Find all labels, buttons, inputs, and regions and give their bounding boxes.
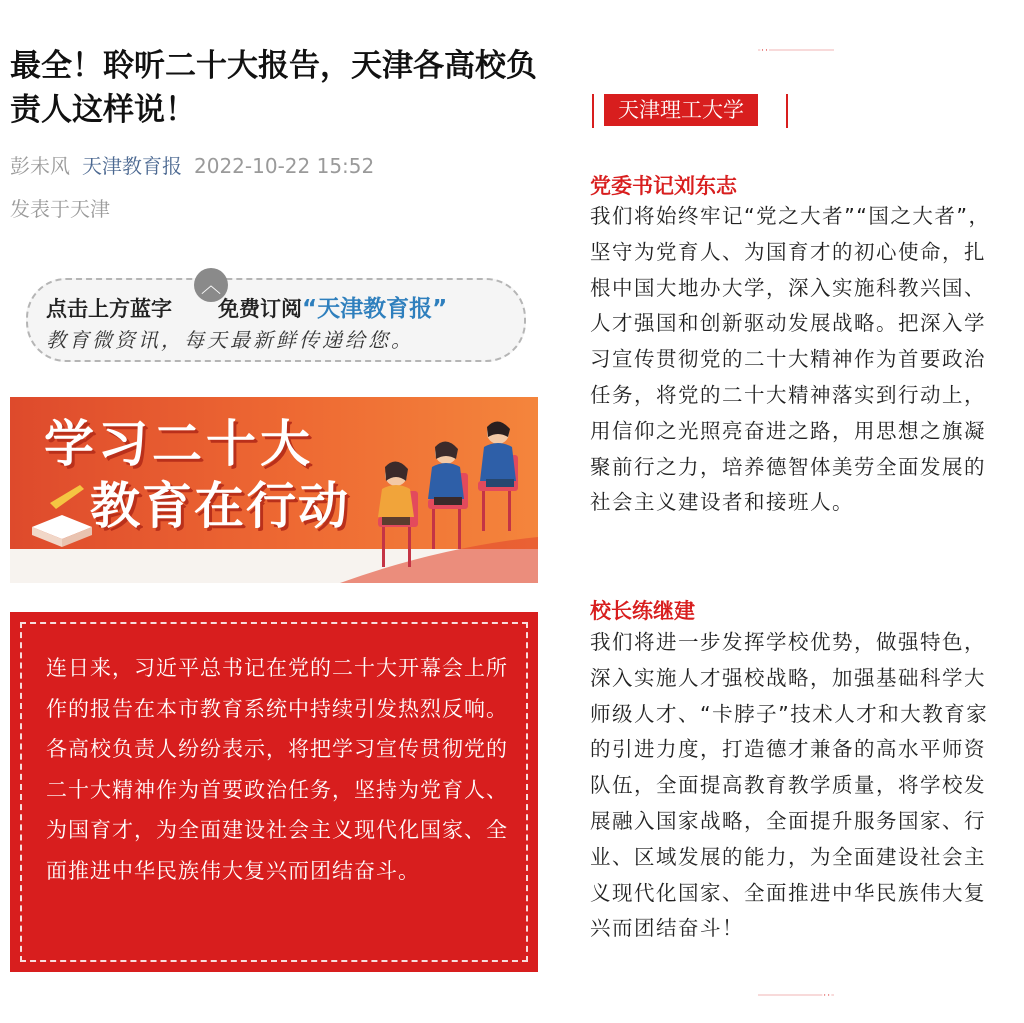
speaker-title-2: 校长练继建 xyxy=(590,599,695,623)
subscribe-banner[interactable] xyxy=(26,278,526,362)
tag-bracket-right xyxy=(786,94,788,128)
hero-headline-2: 教育在行动 xyxy=(90,477,350,535)
statement-text-1: 我们将始终牢记“党之大者”“国之大者”，坚守为党育人、为国育才的初心使命，扎根中国大地办大学，深入实施科教兴国、人才强国和创新驱动发展战略。把深入学习宣传贯彻党的二十大精神作为首要政治任务，将党的二十大精神落实到行动上，用信仰之光照亮奋进之路，用思想之旗凝聚前行之力，培养德智体美劳全面发展的社会主义建设者和接班人。 xyxy=(590,204,991,515)
statement-text-2: 我们将进一步发挥学校优势，做强特色，深入实施人才强校战略，加强基础科学大师级人才、“卡脖子”技术人才和大教育家的引进力度，打造德才兼备的高水平师资队伍，全面提高教育教学质量，将学校发展融入国家战略，全面提升服务国家、行业、区域发展的能力，为全面建设社会主义现代化国家、全面推进中华民族伟大复兴而团结奋斗！ xyxy=(590,630,989,941)
subscribe-tagline: 教育微资讯，每天最新鲜传递给您。 xyxy=(46,328,414,352)
stage-shape xyxy=(340,537,538,583)
tag-bracket-left xyxy=(592,94,594,128)
article-title: 最全！聆听二十大报告，天津各高校负责人这样说！ xyxy=(10,48,537,128)
intro-text: 连日来，习近平总书记在党的二十大开幕会上所作的报告在本市教育系统中持续引发热烈反响。各高校负责人纷纷表示，将把学习宣传贯彻党的二十大精神作为首要政治任务，坚持为党育人、为国育才，为全面建设社会主义现代化国家、全面推进中华民族伟大复兴而团结奋斗。 xyxy=(46,656,508,883)
audience-figure xyxy=(480,421,516,487)
top-divider xyxy=(568,49,1024,51)
subscribe-line xyxy=(46,290,447,323)
publish-datetime: 2022-10-22 15:52 xyxy=(194,154,375,178)
subscribe-prompt: 点击上方蓝字 xyxy=(46,297,172,321)
article-meta xyxy=(10,150,374,179)
subscribe-action: 免费订阅 xyxy=(218,297,302,321)
university-tag: 天津理工大学 xyxy=(604,94,758,126)
speaker-title-1: 党委书记刘东志 xyxy=(590,174,737,198)
hero-headline-1: 学习二十大 xyxy=(44,415,314,473)
bottom-divider xyxy=(568,994,1024,996)
chevron-up-icon: ︿ xyxy=(194,268,228,302)
account-link[interactable]: 天津教育报 xyxy=(82,154,182,178)
author-name: 彭未风 xyxy=(10,154,70,178)
book-icon xyxy=(32,485,92,547)
subscribe-brand: “天津教育报” xyxy=(302,296,448,322)
publish-location: 发表于天津 xyxy=(10,197,110,221)
audience-figure xyxy=(428,441,464,505)
audience-figure xyxy=(378,461,414,525)
